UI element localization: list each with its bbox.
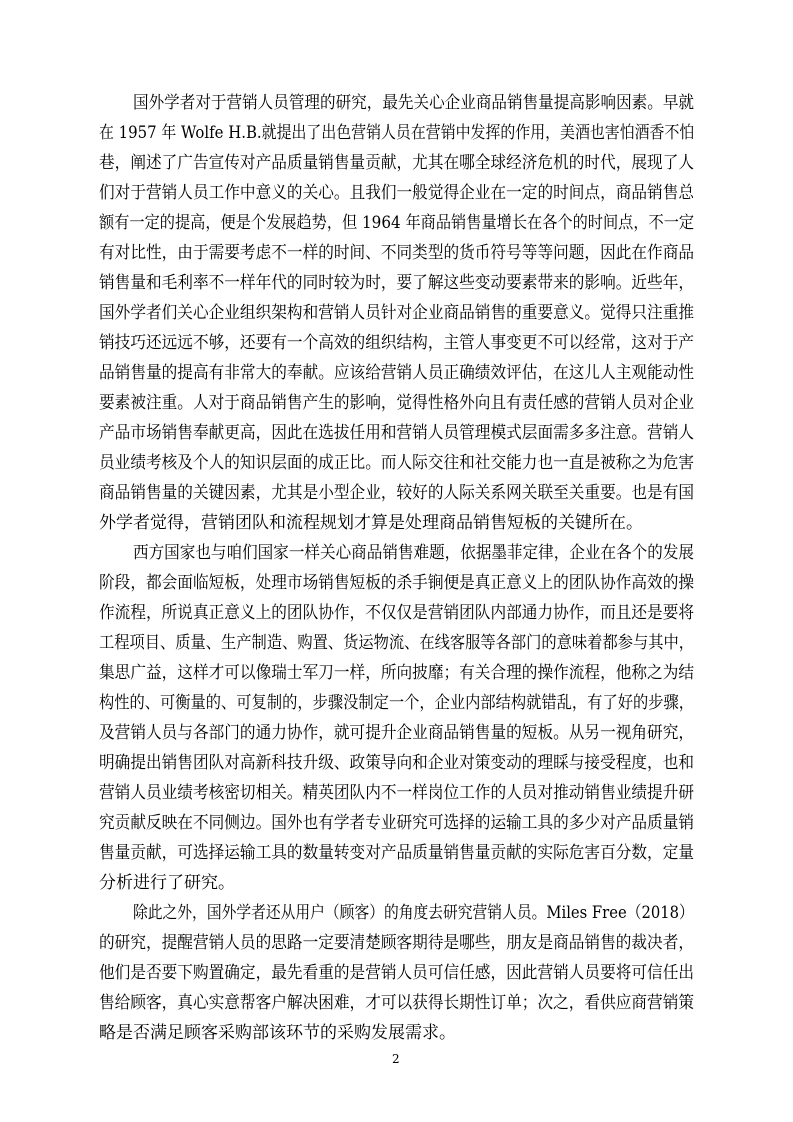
text-line: 销技巧还远远不够，还要有一个高效的组织结构，主管人事变更不可以经常，这对于产: [99, 333, 695, 353]
text-line: 国外学者们关心企业组织架构和营销人员针对企业商品销售的重要意义。觉得只注重推: [99, 303, 695, 323]
text-line: 明确提出销售团队对高新科技升级、政策导向和企业对策变动的理睬与接受程度，也和: [99, 753, 695, 773]
text-line: 究贡献反映在不同侧边。国外也有学者专业研究可选择的运输工具的多少对产品质量销: [99, 813, 695, 833]
text-line: 及营销人员与各部门的通力协作，就可提升企业商品销售量的短板。从另一视角研究，: [99, 723, 695, 743]
text-line: 他们是否要下购置确定，最先看重的是营销人员可信任感，因此营销人员要将可信任出: [99, 963, 695, 983]
text-line: 工程项目、质量、生产制造、购置、货运物流、在线客服等各部门的意味着都参与其中，: [99, 633, 694, 653]
text-line: 额有一定的提高，便是个发展趋势，但 1964 年商品销售量增长在各个的时间点，不一定: [99, 213, 695, 233]
text-line: 售量贡献，可选择运输工具的数量转变对产品质量销售量贡献的实际危害百分数，定量: [99, 843, 695, 863]
text-line: 商品销售量的关键因素，尤其是小型企业，较好的人际关系网关联至关重要。也是有国: [99, 483, 695, 503]
text-line: 作流程，所说真正意义上的团队协作，不仅仅是营销团队内部通力协作，而且还是要将: [99, 603, 695, 623]
text-line: 分析进行了研究。: [99, 873, 235, 893]
text-line: 产品市场销售奉献更高，因此在选拔任用和营销人员管理模式层面需多多注意。营销人: [99, 423, 695, 443]
text-line: 略是否满足顾客采购部该环节的采购发展需求。: [99, 1023, 456, 1043]
text-line: 销售量和毛利率不一样年代的同时较为时，要了解这些变动要素带来的影响。近些年，: [99, 273, 695, 293]
text-line: 要素被注重。人对于商品销售产生的影响，觉得性格外向且有责任感的营销人员对企业: [99, 393, 695, 413]
text-line: 外学者觉得，营销团队和流程规划才算是处理商品销售短板的关键所在。: [99, 513, 643, 533]
text-line: 品销售量的提高有非常大的奉献。应该给营销人员正确绩效评估，在这儿人主观能动性: [99, 363, 695, 383]
text-line: 巷，阐述了广告宣传对产品质量销售量贡献，尤其在哪全球经济危机的时代，展现了人: [99, 153, 695, 173]
text-line: 员业绩考核及个人的知识层面的成正比。而人际交往和社交能力也一直是被称之为危害: [99, 453, 695, 473]
text-line: 构性的、可衡量的、可复制的，步骤没制定一个，企业内部结构就错乱，有了好的步骤，: [99, 693, 694, 713]
text-line: 的研究，提醒营销人员的思路一定要清楚顾客期待是哪些，朋友是商品销售的裁决者，: [99, 933, 695, 953]
text-line: 们对于营销人员工作中意义的关心。且我们一般觉得企业在一定的时间点，商品销售总: [99, 183, 695, 203]
text-line: 集思广益，这样才可以像瑞士军刀一样，所向披靡；有关合理的操作流程，他称之为结: [99, 663, 695, 683]
text-line: 除此之外，国外学者还从用户（顾客）的角度去研究营销人员。Miles Free（2018）: [133, 903, 694, 923]
text-line: 阶段，都会面临短板，处理市场销售短板的杀手锏便是真正意义上的团队协作高效的操: [99, 573, 695, 593]
text-line: 营销人员业绩考核密切相关。精英团队内不一样岗位工作的人员对推动销售业绩提升研: [99, 783, 695, 803]
text-line: 西方国家也与咱们国家一样关心商品销售难题，依据墨菲定律，企业在各个的发展: [133, 543, 695, 563]
text-line: 有对比性，由于需要考虑不一样的时间、不同类型的货币符号等等问题，因此在作商品: [99, 243, 695, 263]
text-line: 在 1957 年 Wolfe H.B.就提出了出色营销人员在营销中发挥的作用，美酒也害怕酒香不怕: [99, 123, 695, 143]
page-number: 2: [392, 1052, 400, 1066]
text-line: 售给顾客，真心实意帮客户解决困难，才可以获得长期性订单；次之，看供应商营销策: [99, 993, 695, 1013]
text-line: 国外学者对于营销人员管理的研究，最先关心企业商品销售量提高影响因素。早就: [133, 93, 695, 113]
